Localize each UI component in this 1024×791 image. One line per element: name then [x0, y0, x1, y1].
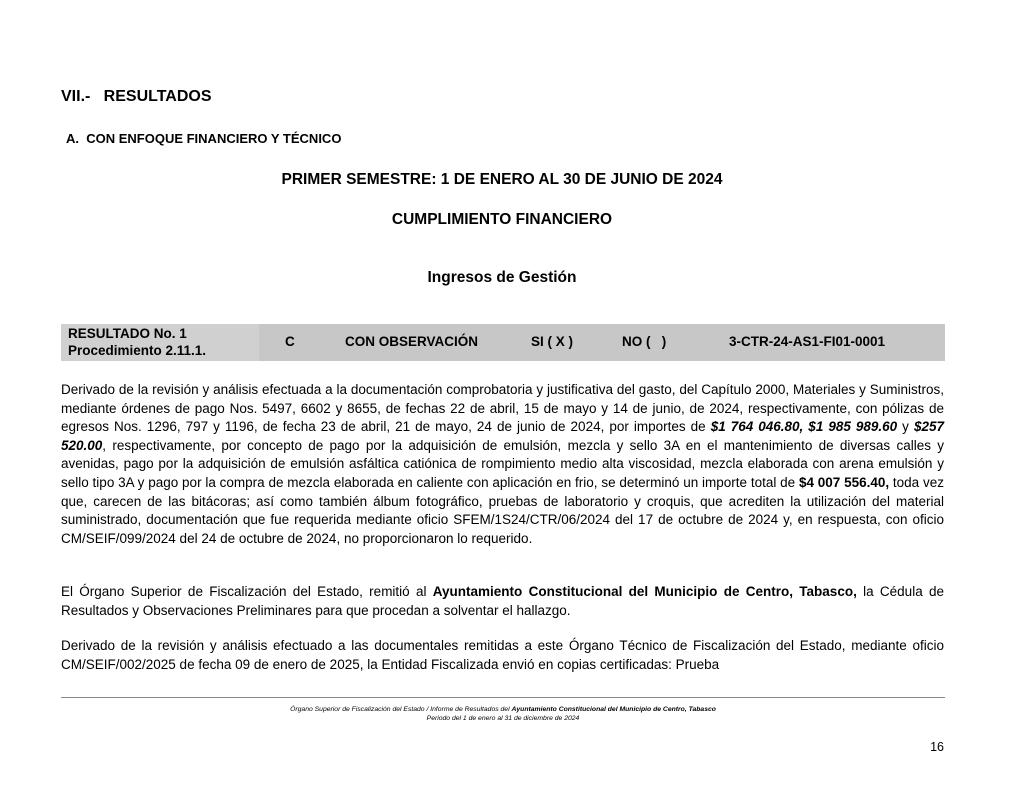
- page-number: 16: [930, 740, 944, 754]
- amount-values: $1 764 046.80, $1 985 989.60: [710, 419, 898, 435]
- paragraph-text: El Órgano Superior de Fiscalización del Estado, remitió al: [61, 584, 433, 599]
- footer-line-1: [61, 705, 945, 714]
- paragraph-review: Derivado de la revisión y análisis efectuado a las documentales remitidas a este Órgano Técnico de Fiscalización del Estado, mediante oficio CM/SEIF/002/2025 de fecha 09 de enero de 2025, la Entidad Fiscalizada envió en copias certificadas: Prueba: [61, 638, 944, 672]
- result-type: C: [285, 334, 295, 349]
- semester-title: PRIMER SEMESTRE: 1 DE ENERO AL 30 DE JUNIO DE 2024: [281, 171, 723, 188]
- paragraph-notification: [61, 583, 944, 620]
- footer-line-2: Periodo del 1 de enero al 31 de diciembre de 2024: [426, 715, 580, 722]
- section-heading: VII.- RESULTADOS: [61, 88, 212, 105]
- paragraph-text: la Cédula de Resultados y Observaciones Preliminares para que procedan a solventar el hallazgo.: [61, 584, 945, 618]
- paragraph-text: toda vez que, carecen de las bitácoras; así como también álbum fotográfico, pruebas de laboratorio y croquis, que acrediten la utilización del material suministrado, documentación que fue requerida mediante oficio SFEM/1S24/CTR/06/2024 del 17 de octubre de 2024 y, en respuesta, con oficio CM/SEIF/099/2024 del 24 de octubre de 2024, no proporcionaron lo requerido.: [61, 474, 944, 546]
- total-amount: $4 007 556.40,: [798, 474, 890, 490]
- observation-label: CON OBSERVACIÓN: [345, 334, 479, 349]
- subsection-heading: A. CON ENFOQUE FINANCIERO Y TÉCNICO: [66, 131, 342, 146]
- entity-name: Ayuntamiento Constitucional del Municipio de Centro, Tabasco,: [432, 584, 857, 599]
- page-footer: [61, 705, 945, 723]
- income-title: Ingresos de Gestión: [427, 269, 577, 286]
- amount-value: $257 520.00: [61, 419, 944, 453]
- no-option: NO ( ): [622, 334, 667, 349]
- paragraph-findings: [61, 381, 944, 548]
- paragraph-text: Derivado de la revisión y análisis efectuada a la documentación comprobatoria y justificativa del gasto, del Capítulo 2000, Materiales y Suministros, mediante órdenes de pago Nos. 5497, 6602 y 8655, de fechas 22 de abril, 15 de mayo y 14 de junio, de 2024, respectivamente, con pólizas de egresos Nos. 1296, 797 y 1196, de fecha 23 de abril, 21 de mayo, 24 de junio de 2024, por importes de: [61, 382, 944, 435]
- result-number: RESULTADO No. 1: [68, 326, 187, 341]
- si-option: SI ( X ): [531, 334, 574, 349]
- result-label-box: [61, 324, 259, 361]
- procedure-number: Procedimiento 2.11.1.: [68, 343, 207, 358]
- footer-prefix: Órgano Superior de Fiscalización del Estado / Informe de Resultados del: [290, 706, 512, 713]
- paragraph-text: , respectivamente, por concepto de pago por la adquisición de emulsión, mezcla y sello 3A en el mantenimiento de diversas calles y avenidas, pago por la adquisición de emulsión asfáltica catiónica de rompimiento medio alta viscosidad, mezcla elaborada con arena emulsión y sello tipo 3A y pago por la compra de mezcla elaborada en caliente con aplicación en frio, se determinó un importe total de: [61, 437, 944, 490]
- paragraph-text: y: [897, 419, 914, 435]
- result-code: 3-CTR-24-AS1-FI01-0001: [729, 334, 886, 349]
- footer-entity: Ayuntamiento Constitucional del Municipio de Centro, Tabasco: [511, 706, 716, 713]
- result-header-bar: [61, 324, 945, 361]
- compliance-title: CUMPLIMIENTO FINANCIERO: [391, 211, 613, 228]
- footer-divider: [61, 697, 945, 698]
